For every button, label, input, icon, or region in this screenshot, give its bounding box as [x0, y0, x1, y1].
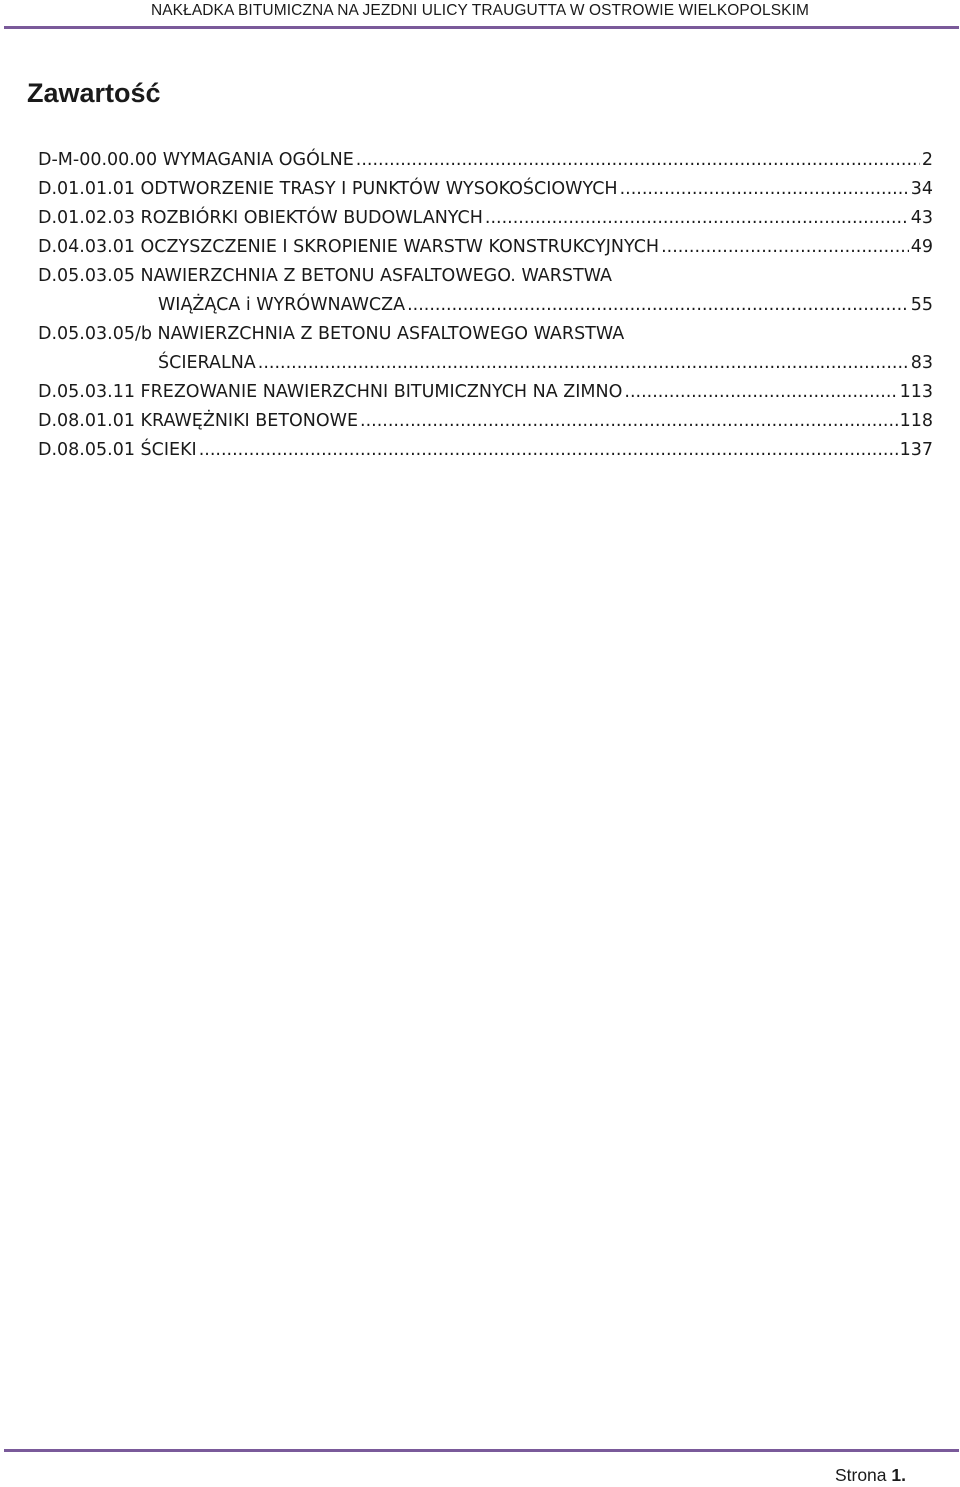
- toc-entry-text: D.01.02.03 ROZBIÓRKI OBIEKTÓW BUDOWLANYCH: [38, 208, 483, 228]
- toc-page-number: 55: [910, 295, 933, 315]
- toc-entry-text: D.08.05.01 ŚCIEKI: [38, 440, 197, 460]
- toc-entry[interactable]: [38, 378, 933, 407]
- toc-entry-text: D-M-00.00.00 WYMAGANIA OGÓLNE: [38, 150, 354, 170]
- toc-leader-dots: [661, 233, 909, 262]
- toc-page-number: 118: [899, 411, 933, 431]
- toc-entry-text: D.05.03.11 FREZOWANIE NAWIERZCHNI BITUMICZNYCH NA ZIMNO: [38, 382, 623, 402]
- toc-page-number: 113: [899, 382, 933, 402]
- toc-entry[interactable]: [38, 204, 933, 233]
- footer-page-number: 1.: [891, 1465, 906, 1485]
- toc-entry-text: D.01.01.01 ODTWORZENIE TRASY I PUNKTÓW WYSOKOŚCIOWYCH: [38, 179, 618, 199]
- toc-page-number: 137: [899, 440, 933, 460]
- toc-leader-dots: [624, 378, 897, 407]
- footer-divider: [4, 1449, 959, 1452]
- header-divider: [4, 26, 959, 29]
- footer-label: Strona: [834, 1465, 887, 1485]
- toc-leader-dots: [360, 407, 898, 436]
- toc-leader-dots: [356, 146, 920, 175]
- toc-leader-dots: [258, 349, 909, 378]
- toc-entry[interactable]: [38, 407, 933, 436]
- toc-entry[interactable]: [38, 320, 933, 378]
- table-of-contents: [38, 146, 933, 465]
- toc-page-number: 43: [910, 208, 933, 228]
- toc-entry-text: D.08.01.01 KRAWĘŻNIKI BETONOWE: [38, 411, 359, 431]
- toc-leader-dots: [407, 291, 909, 320]
- toc-page-number: 49: [910, 237, 933, 257]
- toc-entry[interactable]: [38, 146, 933, 175]
- page-footer: [835, 1465, 906, 1486]
- toc-entry-text: D.04.03.01 OCZYSZCZENIE I SKROPIENIE WARSTW KONSTRUKCYJNYCH: [38, 237, 660, 257]
- toc-leader-dots: [620, 175, 909, 204]
- toc-title: Zawartość: [27, 78, 161, 108]
- toc-page-number: 2: [921, 150, 933, 170]
- toc-entry[interactable]: [38, 262, 933, 320]
- toc-page-number: 83: [910, 353, 933, 373]
- toc-leader-dots: [485, 204, 909, 233]
- toc-entry[interactable]: [38, 175, 933, 204]
- toc-entry-text-line1: D.05.03.05/b NAWIERZCHNIA Z BETONU ASFALTOWEGO WARSTWA: [38, 324, 625, 344]
- toc-page-number: 34: [910, 179, 933, 199]
- toc-entry[interactable]: [38, 233, 933, 262]
- toc-entry-text-line2: WIĄŻĄCA i WYRÓWNAWCZA: [158, 295, 406, 315]
- toc-leader-dots: [199, 436, 898, 465]
- toc-entry[interactable]: [38, 436, 933, 465]
- running-header: NAKŁADKA BITUMICZNA NA JEZDNI ULICY TRAUGUTTA W OSTROWIE WIELKOPOLSKIM: [150, 2, 810, 19]
- toc-entry-text-line2: ŚCIERALNA: [158, 353, 256, 373]
- toc-entry-text-line1: D.05.03.05 NAWIERZCHNIA Z BETONU ASFALTOWEGO. WARSTWA: [38, 266, 613, 286]
